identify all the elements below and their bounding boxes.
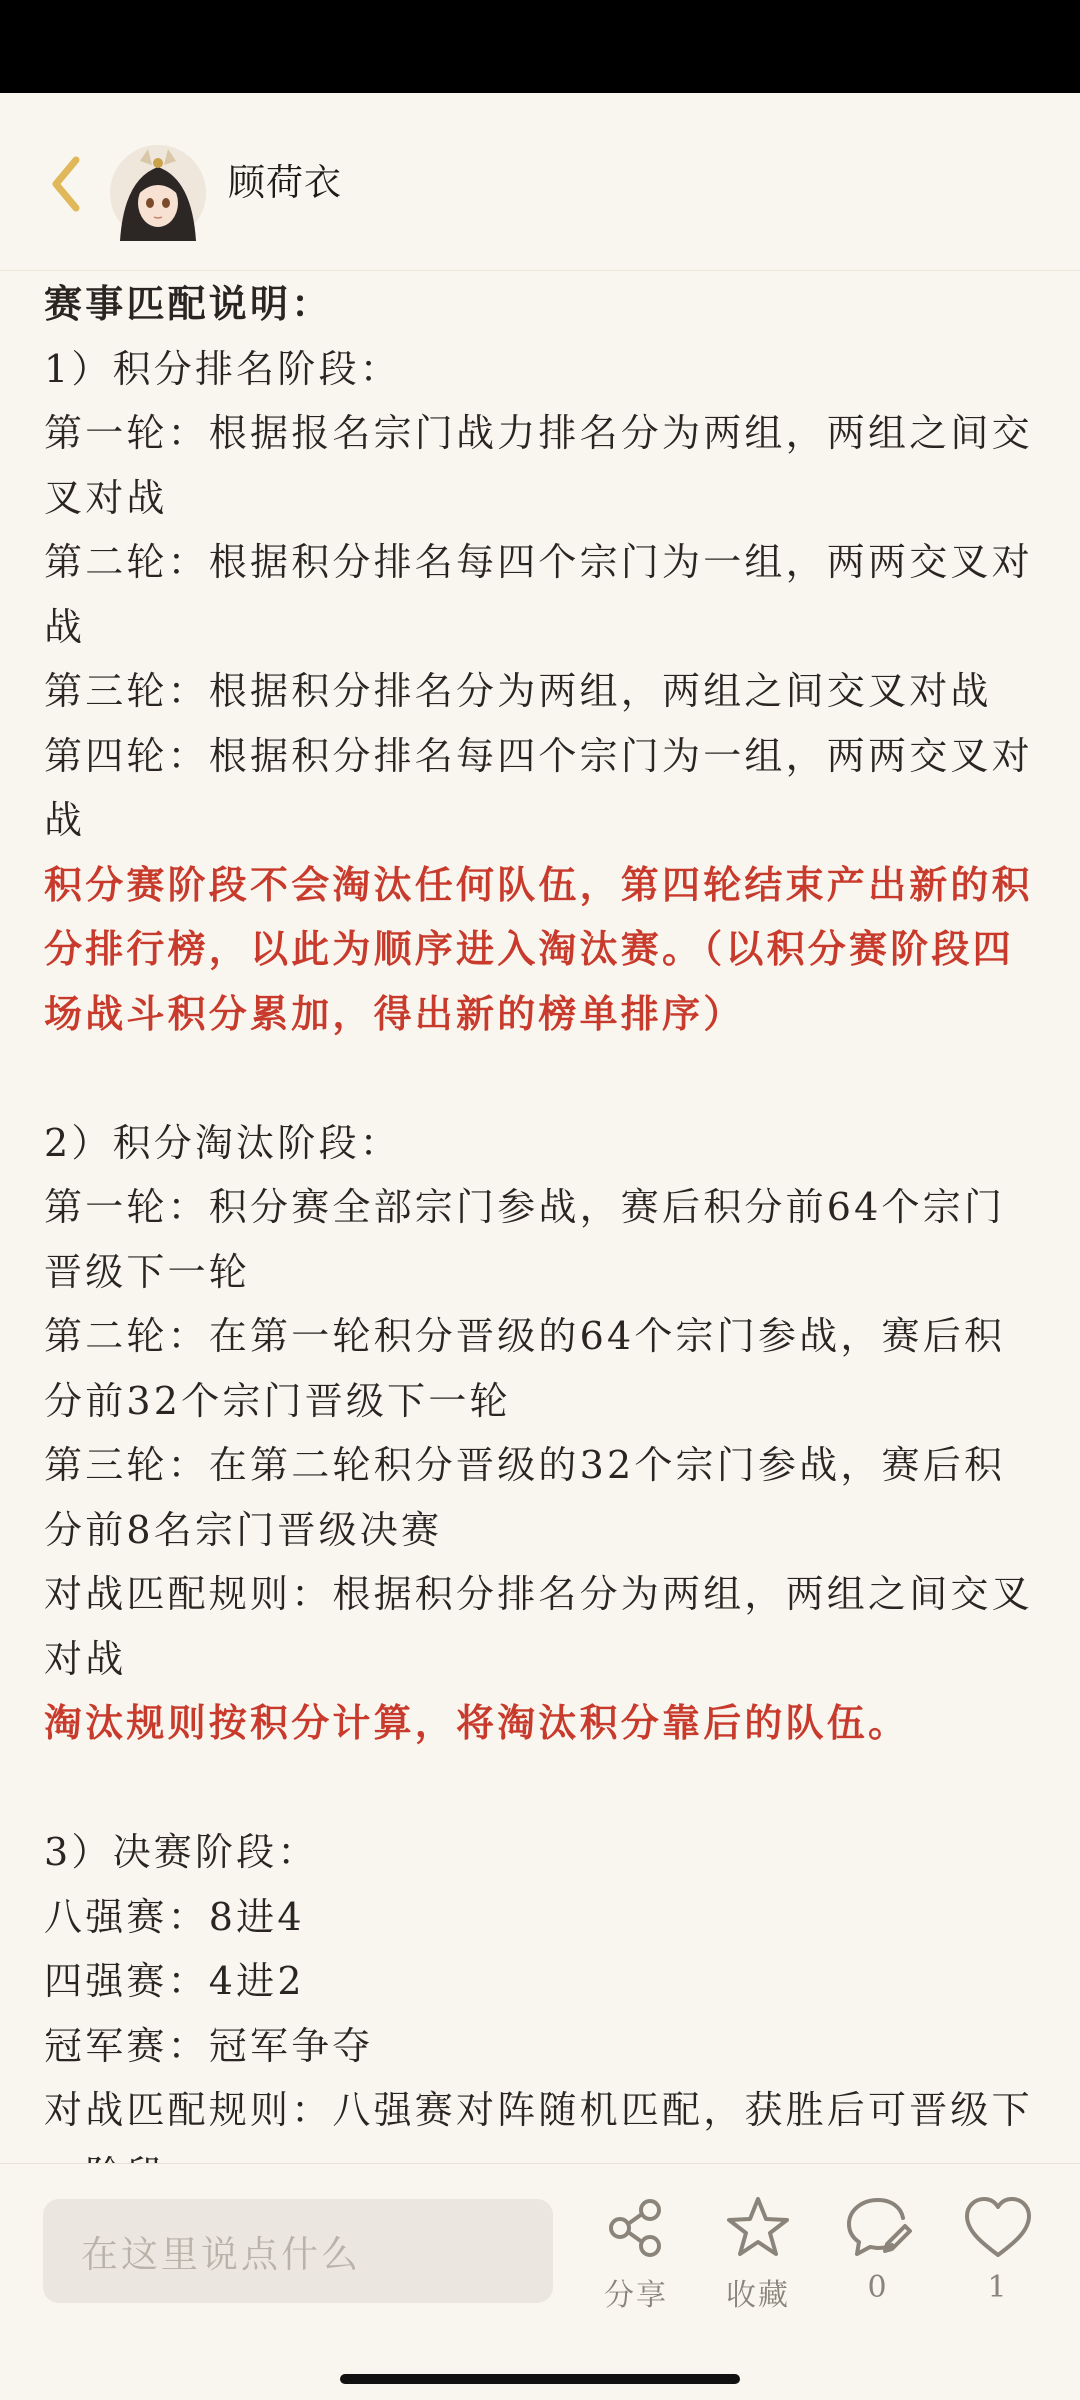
article-paragraph: 1）积分排名阶段： (44, 346, 401, 391)
share-button[interactable] (581, 2192, 691, 2314)
share-label: 分享 (604, 2278, 668, 2313)
article-paragraph: 2）积分淘汰阶段： (44, 1120, 401, 1165)
article-paragraph: 第三轮：根据积分排名分为两组，两组之间交叉对战 (44, 669, 992, 713)
article-paragraph: 第一轮：根据报名宗门战力排名分为两组，两组之间交叉对战 (44, 411, 1033, 520)
article-paragraph: 第一轮：积分赛全部宗门参战，赛后积分前64个宗门晋级下一轮 (44, 1185, 1006, 1294)
heart-icon (962, 2192, 1034, 2264)
chevron-left-icon (46, 154, 86, 214)
like-button[interactable] (943, 2192, 1053, 2305)
blank-line (44, 1756, 1036, 1821)
blank-line (44, 1046, 1036, 1111)
article-paragraph: 第二轮：根据积分排名每四个宗门为一组，两两交叉对战 (44, 540, 1033, 649)
author-name[interactable]: 顾荷衣 (228, 161, 342, 204)
highlight-paragraph: 积分赛阶段不会淘汰任何队伍，第四轮结束产出新的积分排行榜，以此为顺序进入淘汰赛。（以积分赛阶段四场战斗积分累加，得出新的榜单排序） (44, 861, 1033, 1036)
avatar-portrait-icon (110, 145, 206, 241)
comment-count: 0 (867, 2270, 889, 2305)
share-icon (600, 2192, 672, 2264)
favorite-button[interactable] (703, 2192, 813, 2314)
article-paragraph: 四强赛：4进2 (44, 1959, 305, 2003)
home-indicator[interactable] (340, 2374, 740, 2384)
status-bar (0, 0, 1080, 93)
article-paragraph: 第四轮：根据积分排名每四个宗门为一组，两两交叉对战 (44, 733, 1033, 842)
comment-input[interactable] (43, 2199, 553, 2303)
article-body (0, 272, 1080, 2207)
comment-button[interactable] (823, 2192, 933, 2305)
article-content (0, 272, 1080, 2162)
article-paragraph: 八强赛：8进4 (44, 1894, 305, 1939)
favorite-label: 收藏 (726, 2278, 790, 2313)
like-count: 1 (987, 2270, 1009, 2305)
back-button[interactable] (38, 148, 94, 220)
article-paragraph: 第三轮：在第二轮积分晋级的32个宗门参战，赛后积分前8名宗门晋级决赛 (44, 1443, 1006, 1552)
header (0, 93, 1080, 271)
article-paragraph: 冠军赛：冠军争夺 (44, 2023, 374, 2068)
article-paragraph: 对战匹配规则：八强赛对阵随机匹配，获胜后可晋级下 (44, 2088, 1033, 2132)
article-paragraph: 3）决赛阶段： (44, 1830, 319, 1874)
comment-bubble-icon (842, 2192, 914, 2264)
article-paragraph: 对战匹配规则：根据积分排名分为两组，两组之间交叉对战 (44, 1572, 1033, 1681)
article-paragraph: 第二轮：在第一轮积分晋级的64个宗门参战，赛后积分前32个宗门晋级下一轮 (44, 1314, 1006, 1423)
star-icon (722, 2192, 794, 2264)
highlight-paragraph: 淘汰规则按积分计算，将淘汰积分靠后的队伍。 (44, 1700, 910, 1745)
bottom-action-bar (0, 2163, 1080, 2400)
comment-placeholder: 在这里说点什么 (81, 2233, 361, 2276)
article-title: 赛事匹配说明： (44, 281, 333, 326)
avatar[interactable] (110, 145, 206, 241)
